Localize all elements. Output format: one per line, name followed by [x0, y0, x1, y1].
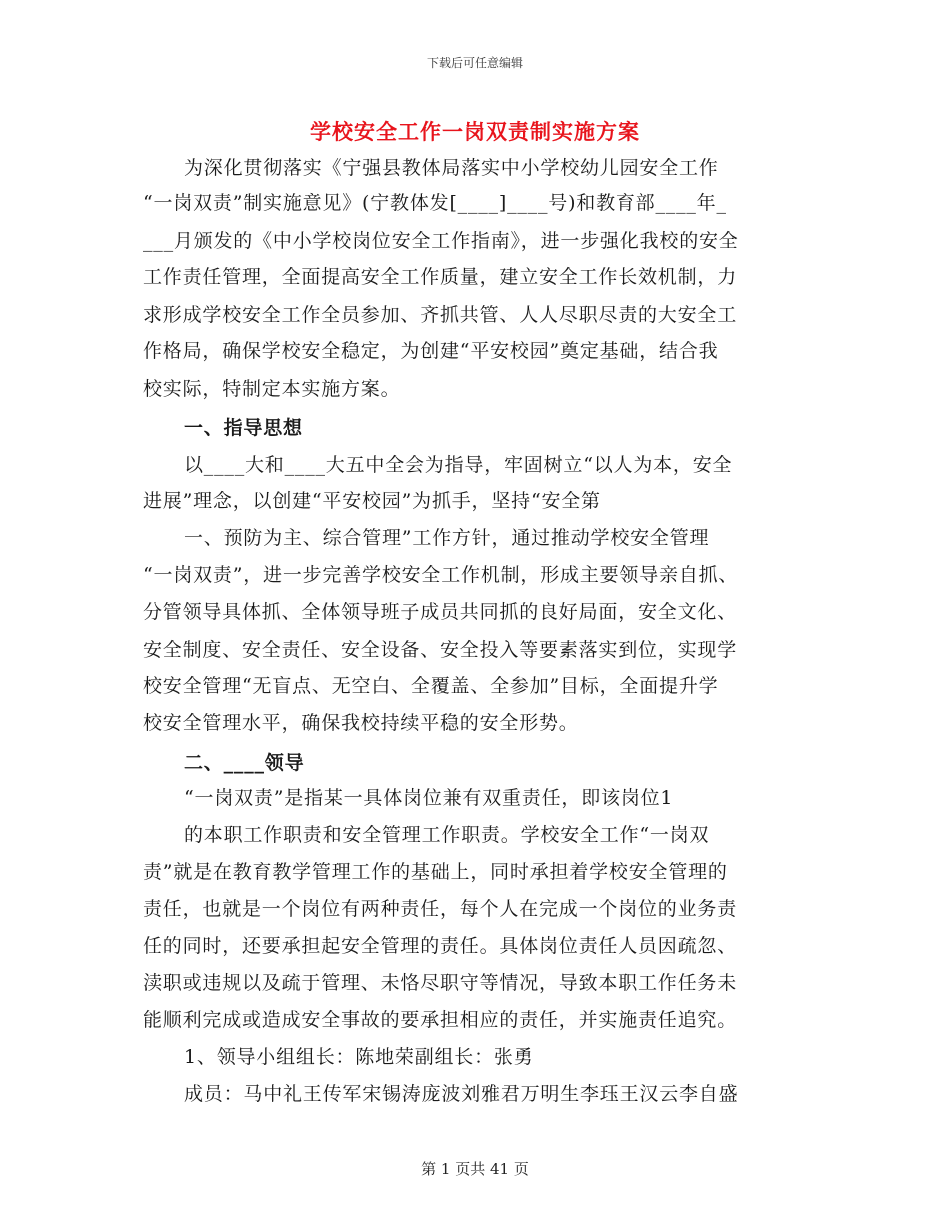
body-line: 以____大和____大五中全会为指导，牢固树立“以人为本，安全 — [184, 454, 733, 476]
section-heading: 二、____领导 — [184, 752, 305, 774]
body-line: 1、领导小组组长：陈地荣副组长：张勇 — [184, 1046, 534, 1068]
document-title: 学校安全工作一岗双责制实施方案 — [310, 119, 640, 144]
body-line: “一岗双责”制实施意见》(宁教体发[____]____号)和教育部____年_ — [143, 192, 727, 214]
body-line: 责”就是在教育教学管理工作的基础上，同时承担着学校安全管理的 — [143, 861, 728, 883]
body-line: 为深化贯彻落实《宁强县教体局落实中小学校幼儿园安全工作 — [184, 157, 719, 179]
body-line: 的本职工作职责和安全管理工作职责。学校安全工作“一岗双 — [184, 824, 710, 846]
body-line: 校安全管理“无盲点、无空白、全覆盖、全参加”目标，全面提升学 — [143, 675, 719, 697]
body-line: 分管领导具体抓、全体领导班子成员共同抓的良好局面，安全文化、 — [143, 601, 738, 623]
body-line: 渎职或违规以及疏于管理、未恪尽职守等情况，导致本职工作任务未 — [143, 972, 738, 994]
body-line: 任的同时，还要承担起安全管理的责任。具体岗位责任人员因疏忽、 — [143, 935, 738, 957]
body-line: 工作责任管理，全面提高安全工作质量，建立安全工作长效机制，力 — [143, 266, 738, 288]
body-line: 成员：马中礼王传军宋锡涛庞波刘雅君万明生李珏王汉云李自盛 — [184, 1083, 739, 1105]
page-footer: 第 1 页共 41 页 — [421, 1160, 529, 1178]
body-line: “一岗双责”是指某一具体岗位兼有双重责任，即该岗位1 — [184, 787, 674, 809]
body-line: 校安全管理水平，确保我校持续平稳的安全形势。 — [143, 712, 579, 734]
body-line: 安全制度、安全责任、安全设备、安全投入等要素落实到位，实现学 — [143, 639, 738, 661]
body-line: 作格局，确保学校安全稳定，为创建“平安校园”奠定基础，结合我 — [143, 340, 719, 362]
section-heading: 一、指导思想 — [184, 417, 303, 439]
body-line: ___月颁发的《中小学校岗位安全工作指南》，进一步强化我校的安全 — [143, 230, 739, 252]
body-line: “一岗双责”，进一步完善学校安全工作机制，形成主要领导亲自抓、 — [143, 564, 739, 586]
header-note: 下载后可任意编辑 — [426, 56, 523, 70]
body-line: 责任，也就是一个岗位有两种责任，每个人在完成一个岗位的业务责 — [143, 898, 738, 920]
body-line: 能顺利完成或造成安全事故的要承担相应的责任，并实施责任追究。 — [143, 1009, 738, 1031]
body-line: 进展”理念，以创建“平安校园”为抓手，坚持“安全第 — [143, 490, 601, 512]
body-line: 一、预防为主、综合管理”工作方针，通过推动学校安全管理 — [184, 527, 710, 549]
body-line: 校实际，特制定本实施方案。 — [143, 378, 401, 400]
body-line: 求形成学校安全工作全员参加、齐抓共管、人人尽职尽责的大安全工 — [143, 304, 738, 326]
